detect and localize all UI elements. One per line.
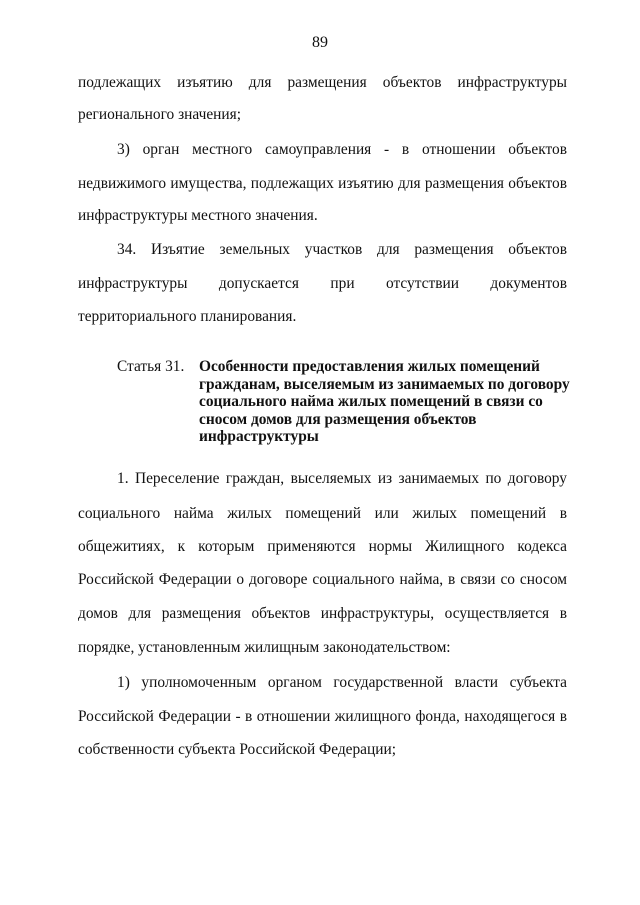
- text-line: Российской Федерации о договоре социального найма, в связи со сносом: [78, 571, 567, 588]
- page-number: 89: [312, 34, 328, 51]
- article-title-line: сносом домов для размещения объектов: [199, 410, 477, 428]
- text-line: социального найма жилых помещений или жилых помещений в: [78, 505, 567, 522]
- text-line: регионального значения;: [78, 106, 242, 123]
- text-line: 1. Переселение граждан, выселяемых из занимаемых по договору: [117, 470, 567, 487]
- text-line: домов для размещения объектов инфраструктуры, осуществляется в: [78, 605, 567, 622]
- text-line: Российской Федерации - в отношении жилищного фонда, находящегося в: [78, 708, 567, 725]
- article-title: [199, 358, 579, 446]
- text-line: общежитиях, к которым применяются нормы Жилищного кодекса: [78, 538, 567, 555]
- text-line: 3) орган местного самоуправления - в отношении объектов: [117, 141, 567, 158]
- text-line: подлежащих изъятию для размещения объектов инфраструктуры: [78, 74, 567, 91]
- article-title-line: гражданам, выселяемым из занимаемых по договору: [199, 375, 570, 393]
- text-line: 34. Изъятие земельных участков для размещения объектов: [117, 241, 567, 258]
- article-title-line: Особенности предоставления жилых помещений: [199, 358, 540, 375]
- text-line: собственности субъекта Российской Федерации;: [78, 741, 396, 758]
- text-line: недвижимого имущества, подлежащих изъятию для размещения объектов: [78, 175, 567, 192]
- text-line: инфраструктуры местного значения.: [78, 207, 318, 224]
- article-title-line: инфраструктуры: [199, 428, 319, 445]
- text-line: порядке, установленным жилищным законодательством:: [78, 639, 451, 656]
- article-title-line: социального найма жилых помещений в связи со: [199, 393, 543, 410]
- article-label: Статья 31.: [117, 358, 185, 375]
- text-line: территориального планирования.: [78, 308, 297, 325]
- text-line: инфраструктуры допускается при отсутствии документов: [78, 275, 567, 292]
- text-line: 1) уполномоченным органом государственной власти субъекта: [117, 674, 567, 691]
